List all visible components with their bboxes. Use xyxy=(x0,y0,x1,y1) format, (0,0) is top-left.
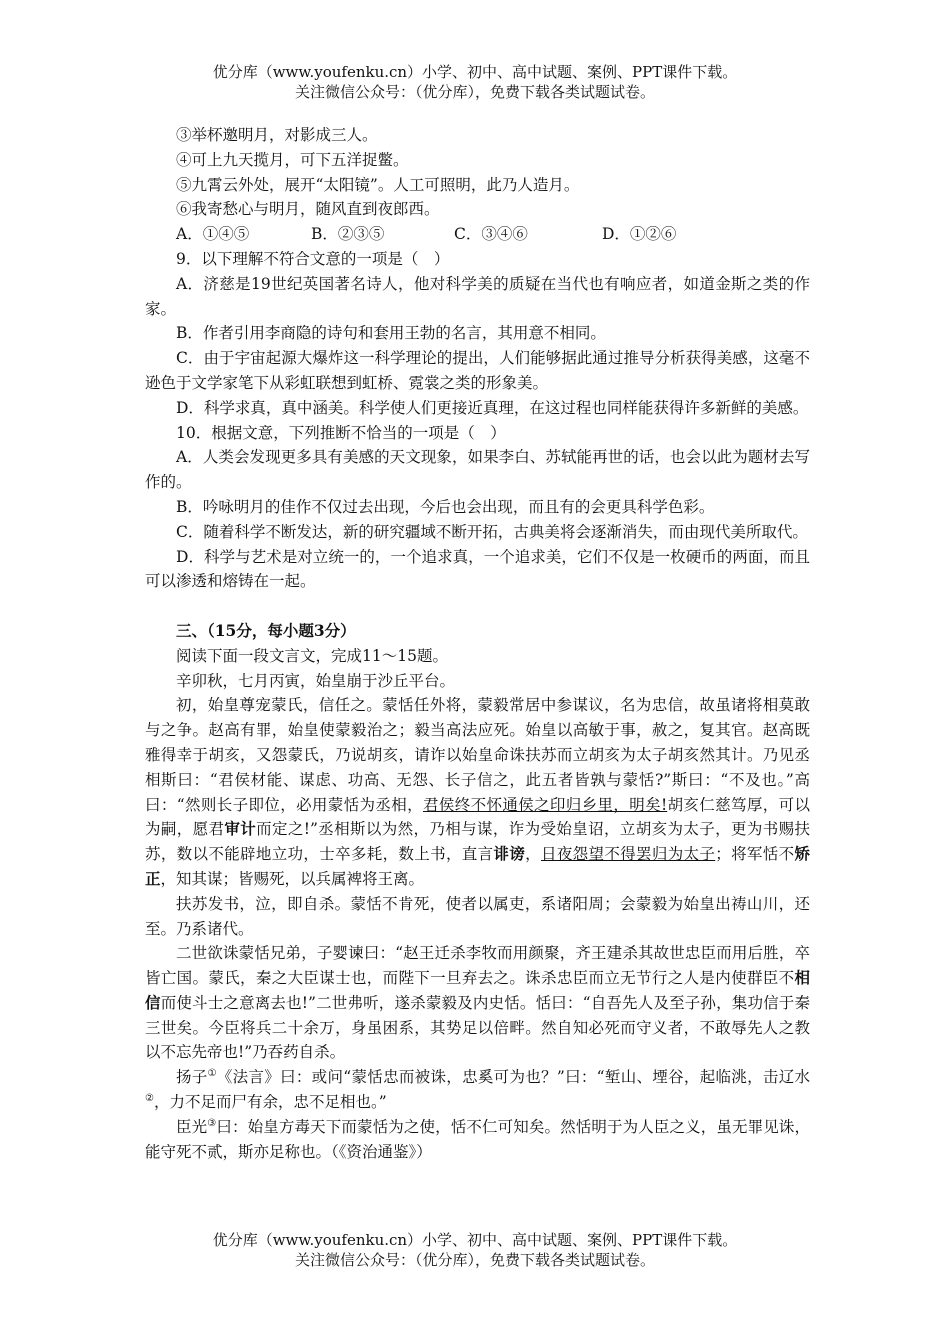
bold-term: 矫正 xyxy=(145,844,810,888)
poem-line: ⑤九霄云外处，展开“太阳镜”。人工可照明，此乃人造月。 xyxy=(176,175,580,194)
page-footer xyxy=(0,1230,950,1270)
passage-paragraph-6: 臣光③曰：始皇方毒天下而蒙恬为之使，恬不仁可知矣。然恬明于为人臣之义，虽无罪见诛，能守死不贰，斯亦足称也。（《资治通鉴》） xyxy=(145,1117,810,1161)
spacer xyxy=(145,594,810,619)
q8-option-a: A．①④⑤ xyxy=(176,225,250,244)
page-header xyxy=(0,62,950,102)
q10-option-c: C．随着科学不断发达，新的研究疆域不断开拓，古典美将会逐渐消失，而由现代美所取代。 xyxy=(176,522,808,541)
bold-term: 审计 xyxy=(224,819,257,839)
passage-paragraph-5: 扬子①《法言》曰：或问“蒙恬忠而被诛，忠奚可为也？”曰：“堑山、堙谷，起临洮，击辽水②，力不足而尸有余，忠不足相也。” xyxy=(145,1068,810,1112)
q10-option-a: A．人类会发现更多具有美感的天文现象，如果李白、苏轼能再世的话，也会以此为题材去写作的。 xyxy=(145,448,810,492)
underlined-sentence: 日夜怨望不得罢归为太子 xyxy=(541,845,716,864)
q10-option-d: D．科学与艺术是对立统一的，一个追求真，一个追求美，它们不仅是一枚硬币的两面，而且可以渗透和熔铸在一起。 xyxy=(145,547,810,591)
passage-paragraph-1: 辛卯秋，七月丙寅，始皇崩于沙丘平台。 xyxy=(176,671,456,690)
q8-option-d: D．①②⑥ xyxy=(602,225,677,244)
q9-option-b: B．作者引用李商隐的诗句和套用王勃的名言，其用意不相同。 xyxy=(176,324,606,343)
footnote-marker: ③ xyxy=(207,1117,217,1129)
section-intro: 阅读下面一段文言文，完成11～15题。 xyxy=(176,646,448,665)
q9-option-c: C．由于宇宙起源大爆炸这一科学理论的提出，人们能够据此通过推导分析获得美感，这毫不逊色于文学家笔下从彩虹联想到虹桥、霓裳之类的形象美。 xyxy=(145,349,810,392)
footnote-marker: ② xyxy=(145,1092,154,1104)
q10-option-b: B．吟咏明月的佳作不仅过去出现，今后也会出现，而且有的会更具科学色彩。 xyxy=(176,497,715,516)
bold-term: 相信 xyxy=(145,968,810,1012)
q9-option-d: D．科学求真，真中涵美。科学使人们更接近真理，在这过程也同样能获得许多新鲜的美感。 xyxy=(176,398,809,417)
underlined-sentence: 君侯终不怀通侯之印归乡里，明矣! xyxy=(423,795,668,814)
passage-paragraph-3: 扶苏发书，泣，即自杀。蒙恬不肯死，使者以属吏，系诸阳周；会蒙毅为始皇出祷山川，还至。乃系诸代。 xyxy=(145,894,810,938)
section-title: 三、（15分，每小题3分） xyxy=(176,620,356,640)
q8-option-c: C．③④⑥ xyxy=(454,225,528,244)
header-line-2: 关注微信公众号：（优分库），免费下载各类试题试卷。 xyxy=(294,83,655,101)
footer-line-1: 优分库（www.youfenku.cn）小学、初中、高中试题、案例、PPT课件下载。 xyxy=(212,1231,738,1249)
footer-line-2: 关注微信公众号：（优分库），免费下载各类试题试卷。 xyxy=(294,1251,655,1269)
q9-option-a: A．济慈是19世纪英国著名诗人，他对科学美的质疑在当代也有响应者，如道金斯之类的作家。 xyxy=(145,274,810,318)
poem-line: ⑥我寄愁心与明月，随风直到夜郎西。 xyxy=(176,200,440,219)
header-line-1: 优分库（www.youfenku.cn）小学、初中、高中试题、案例、PPT课件下载。 xyxy=(212,63,738,81)
poem-line: ③举杯邀明月，对影成三人。 xyxy=(176,126,378,144)
passage-paragraph-2: 初，始皇尊宠蒙氏，信任之。蒙恬任外将，蒙毅常居中参谋议，名为忠信，故虽诸将相莫敢与之争。赵高有罪，始皇使蒙毅治之；毅当高法应死。始皇以高敏于事，赦之，复其官。赵高既雅得幸于胡亥，又怨蒙氏，乃说胡亥，请诈以始皇命诛扶苏而立胡亥为太子胡亥然其计。乃见丞相斯曰：“君侯材能、谋虑、功高、无怨、长子信之，此五者皆孰与蒙恬?”斯曰：“不及也。”高曰：“然则长子即位，必用蒙恬为丞相，君侯终不怀通侯之印归乡里，明矣!胡亥仁慈笃厚，可以为嗣，愿君审计而定之!”丞相斯以为然，乃相与谋，诈为受始皇诏，立胡亥为太子，更为书赐扶苏，数以不能辟地立功，士卒多耗，数上书，直言诽谤，日夜怨望不得罢归为太子；将军恬不矫正，知其谋；皆赐死，以兵属裨将王离。 xyxy=(145,696,810,888)
document-body xyxy=(145,123,810,1164)
q8-options xyxy=(145,222,810,247)
poem-line: ④可上九天揽月，可下五洋捉鳖。 xyxy=(176,150,409,169)
q9-stem: 9．以下理解不符合文意的一项是（ ） xyxy=(176,249,450,268)
q10-stem: 10．根据文意，下列推断不恰当的一项是（ ） xyxy=(176,423,506,442)
passage-paragraph-4: 二世欲诛蒙恬兄弟，子婴谏曰：“赵王迁杀李牧而用颜聚，齐王建杀其故世忠臣而用后胜，卒皆亡国。蒙氏，秦之大臣谋士也，而陛下一旦弃去之。诛杀忠臣而立无节行之人是内使群臣不相信而使斗士之意离去也!”二世弗听，遂杀蒙毅及内史恬。恬曰：“自吾先人及至子孙，集功信于秦三世矣。今臣将兵二十余万，身虽困系，其势足以倍畔。然自知必死而守义者，不敢辱先人之教以不忘先帝也!”乃吞药自杀。 xyxy=(145,944,810,1062)
bold-term: 诽谤 xyxy=(493,844,526,864)
q8-option-b: B．②③⑤ xyxy=(311,225,385,244)
footnote-marker: ① xyxy=(207,1068,217,1080)
